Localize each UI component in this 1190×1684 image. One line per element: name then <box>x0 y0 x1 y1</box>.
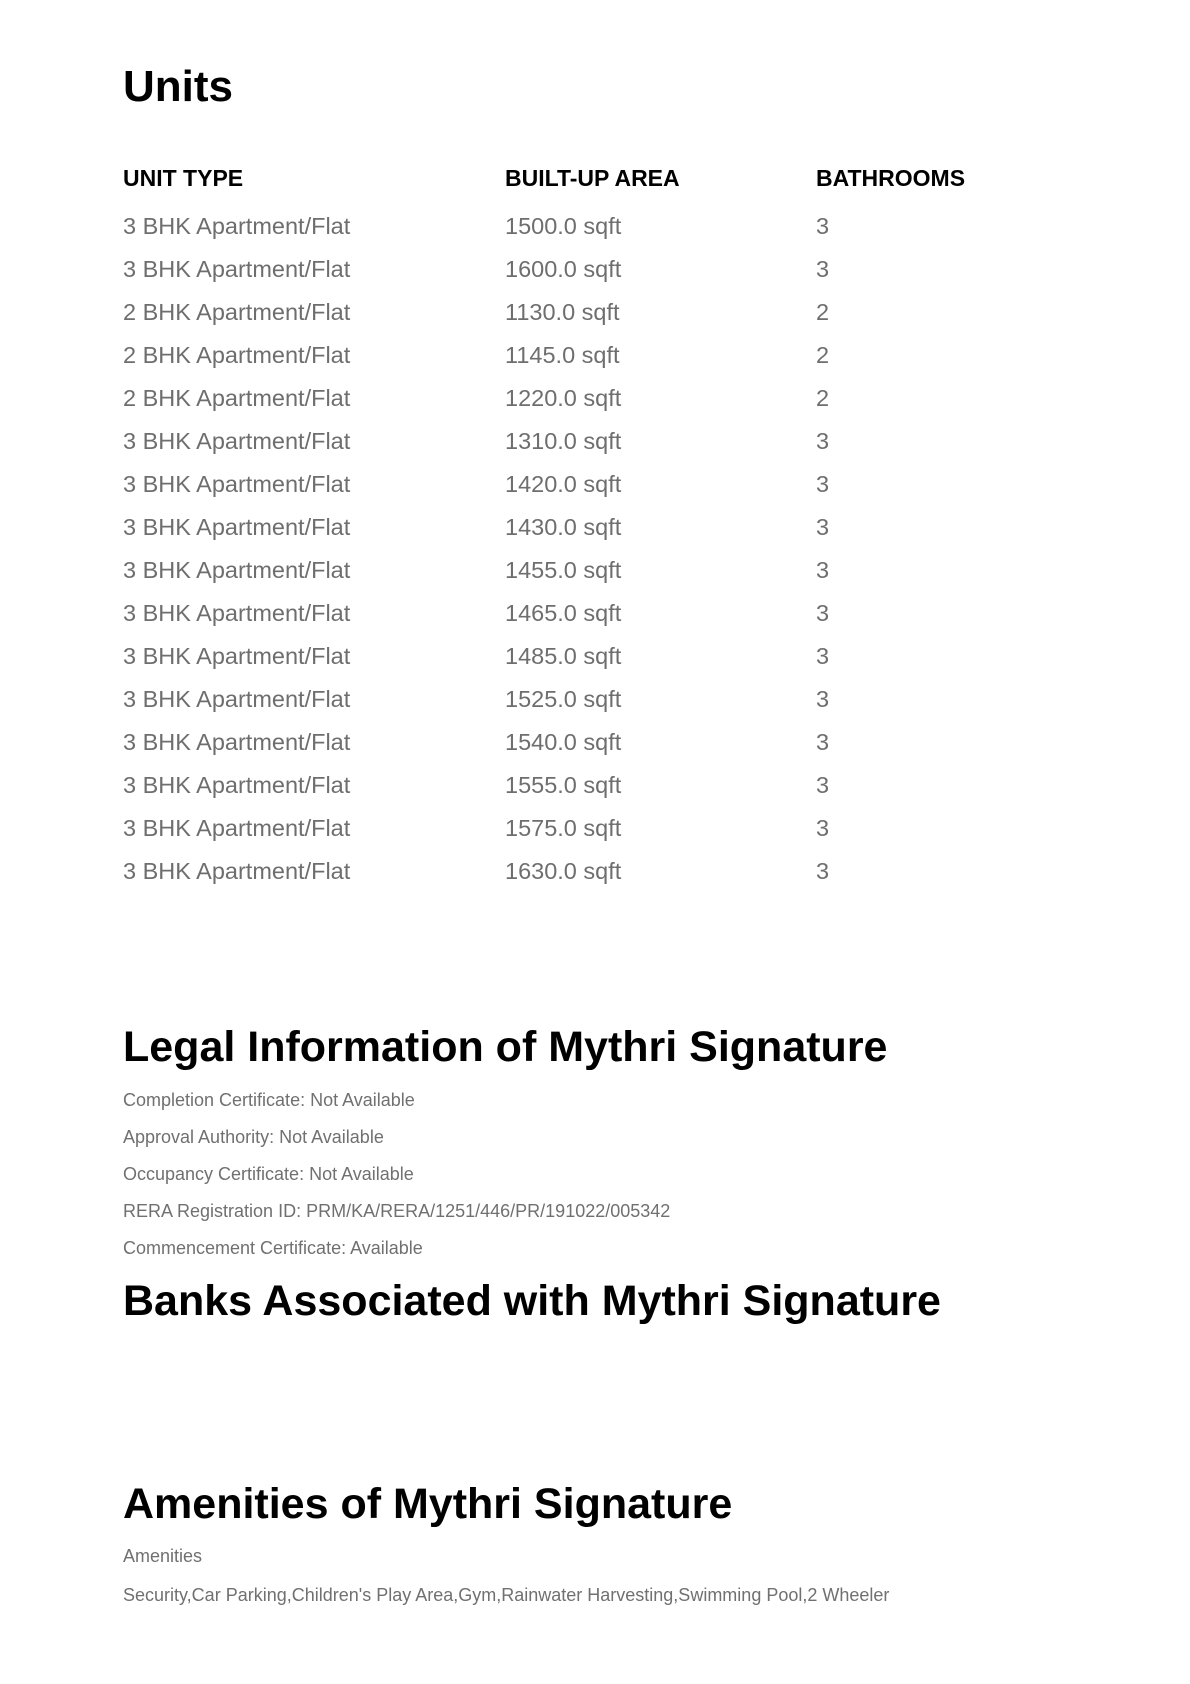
legal-info-item: Occupancy Certificate: Not Available <box>123 1164 414 1184</box>
bathrooms-cell: 2 <box>816 385 830 411</box>
built-up-area-cell: 1540.0 sqft <box>505 729 622 755</box>
bathrooms-cell: 3 <box>816 256 830 282</box>
legal-info-item: Commencement Certificate: Available <box>123 1238 423 1258</box>
built-up-area-cell: 1600.0 sqft <box>505 256 622 282</box>
unit-type-cell: 3 BHK Apartment/Flat <box>123 815 351 841</box>
column-header-unit-type: UNIT TYPE <box>123 165 244 191</box>
legal-info-item: RERA Registration ID: PRM/KA/RERA/1251/446/PR/191022/005342 <box>123 1201 671 1221</box>
legal-info-item: Approval Authority: Not Available <box>123 1127 384 1147</box>
built-up-area-cell: 1310.0 sqft <box>505 428 622 454</box>
built-up-area-cell: 1485.0 sqft <box>505 643 622 669</box>
legal-section-title: Legal Information of Mythri Signature <box>123 1023 888 1071</box>
bathrooms-cell: 2 <box>816 299 830 325</box>
unit-type-cell: 3 BHK Apartment/Flat <box>123 729 351 755</box>
bathrooms-cell: 3 <box>816 471 830 497</box>
bathrooms-cell: 3 <box>816 815 830 841</box>
banks-section-title: Banks Associated with Mythri Signature <box>123 1277 941 1325</box>
bathrooms-cell: 3 <box>816 557 830 583</box>
built-up-area-cell: 1220.0 sqft <box>505 385 622 411</box>
unit-type-cell: 3 BHK Apartment/Flat <box>123 471 351 497</box>
bathrooms-cell: 3 <box>816 514 830 540</box>
unit-type-cell: 3 BHK Apartment/Flat <box>123 514 351 540</box>
unit-type-cell: 3 BHK Apartment/Flat <box>123 557 351 583</box>
bathrooms-cell: 2 <box>816 342 830 368</box>
built-up-area-cell: 1630.0 sqft <box>505 858 622 884</box>
unit-type-cell: 3 BHK Apartment/Flat <box>123 428 351 454</box>
bathrooms-cell: 3 <box>816 858 830 884</box>
legal-info-item: Completion Certificate: Not Available <box>123 1090 415 1110</box>
bathrooms-cell: 3 <box>816 686 830 712</box>
bathrooms-cell: 3 <box>816 643 830 669</box>
unit-type-cell: 3 BHK Apartment/Flat <box>123 643 351 669</box>
unit-type-cell: 2 BHK Apartment/Flat <box>123 385 351 411</box>
unit-type-cell: 3 BHK Apartment/Flat <box>123 686 351 712</box>
unit-type-cell: 3 BHK Apartment/Flat <box>123 256 351 282</box>
unit-type-cell: 2 BHK Apartment/Flat <box>123 299 351 325</box>
built-up-area-cell: 1430.0 sqft <box>505 514 622 540</box>
unit-type-cell: 3 BHK Apartment/Flat <box>123 772 351 798</box>
unit-type-cell: 3 BHK Apartment/Flat <box>123 600 351 626</box>
built-up-area-cell: 1455.0 sqft <box>505 557 622 583</box>
built-up-area-cell: 1420.0 sqft <box>505 471 622 497</box>
built-up-area-cell: 1575.0 sqft <box>505 815 622 841</box>
built-up-area-cell: 1130.0 sqft <box>505 299 620 325</box>
bathrooms-cell: 3 <box>816 600 830 626</box>
amenities-list: Security,Car Parking,Children's Play Area,Gym,Rainwater Harvesting,Swimming Pool,2 Wheeler <box>123 1585 890 1605</box>
amenities-label: Amenities <box>123 1546 203 1566</box>
built-up-area-cell: 1145.0 sqft <box>505 342 620 368</box>
column-header-built-up-area: BUILT-UP AREA <box>505 165 680 191</box>
built-up-area-cell: 1525.0 sqft <box>505 686 622 712</box>
unit-type-cell: 3 BHK Apartment/Flat <box>123 858 351 884</box>
unit-type-cell: 3 BHK Apartment/Flat <box>123 213 351 239</box>
built-up-area-cell: 1465.0 sqft <box>505 600 622 626</box>
amenities-section-title: Amenities of Mythri Signature <box>123 1480 733 1528</box>
bathrooms-cell: 3 <box>816 428 830 454</box>
bathrooms-cell: 3 <box>816 729 830 755</box>
units-title: Units <box>123 62 233 111</box>
bathrooms-cell: 3 <box>816 213 830 239</box>
built-up-area-cell: 1555.0 sqft <box>505 772 622 798</box>
built-up-area-cell: 1500.0 sqft <box>505 213 622 239</box>
bathrooms-cell: 3 <box>816 772 830 798</box>
column-header-bathrooms: BATHROOMS <box>816 165 966 191</box>
unit-type-cell: 2 BHK Apartment/Flat <box>123 342 351 368</box>
